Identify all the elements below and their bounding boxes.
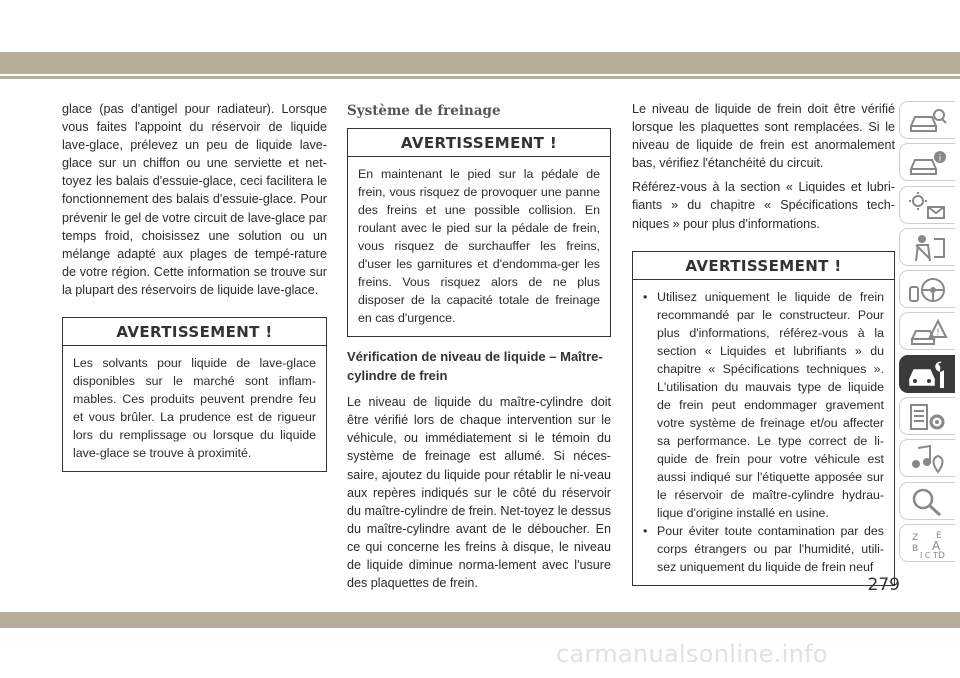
warning-text: [633, 280, 894, 585]
tab-starting-operating[interactable]: [899, 270, 955, 308]
steering-wheel-icon: [908, 275, 948, 305]
tab-dashboard[interactable]: [899, 186, 955, 224]
warning-bullet-list: [643, 288, 884, 576]
svg-text:E: E: [936, 530, 942, 541]
tab-multimedia[interactable]: [899, 439, 955, 477]
header-band: [0, 0, 960, 52]
svg-text:D: D: [938, 550, 945, 559]
warning-title: AVERTISSEMENT !: [348, 129, 610, 157]
svg-text:!: !: [936, 328, 940, 339]
svg-text:A: A: [932, 538, 941, 553]
warning-car-icon: [908, 317, 948, 347]
dashboard-lights-icon: [908, 191, 948, 221]
brake-fluid-paragraph-2: Référez-vous à la section « Liquides et lubri-fiants » du chapitre « Spécifications tech-niques » pour plus d'informations.: [632, 180, 895, 231]
section-title-brakes: Système de freinage: [347, 103, 501, 119]
car-info-icon: [908, 148, 948, 178]
specs-gear-icon: [908, 402, 948, 432]
music-location-icon: [908, 444, 948, 474]
svg-text:i: i: [938, 154, 942, 165]
warning-box-washer: [62, 317, 327, 472]
page-number: 279: [867, 575, 900, 595]
tab-technical-specs[interactable]: [899, 397, 955, 435]
tab-index[interactable]: [899, 524, 955, 562]
warning-box-brake-fluid: [632, 251, 895, 586]
tab-emergency[interactable]: [899, 312, 955, 350]
brake-fluid-paragraph-1: Le niveau de liquide de frein doit être vérifié lorsque les plaquettes sont remplacées. Si le niveau de liquide de frein est anormalement bas, vérifiez l'étanchéité du circuit.: [632, 102, 895, 171]
tab-servicing-maintenance[interactable]: [899, 355, 955, 393]
tab-getting-to-know[interactable]: [899, 101, 955, 139]
warning-title: AVERTISSEMENT !: [63, 318, 326, 346]
column-left: [62, 100, 327, 472]
warning-text: Les solvants pour liquide de lave-glace disponibles sur le marché sont inflam-mables. Ces produits peuvent prendre feu et vous brûler. La prudence est de rigueur lors du remplissage ou lorsque du liquide lave-glace se trouve à proximité.: [73, 356, 316, 461]
warning-bullet: • Utilisez uniquement le liquide de frein recommandé par le constructeur. Pour plus d'informations, référez-vous à la section « Liquides et lubrifiants » du chapitre « Spécifications techniques ». L'utilisation du mauvais type de liquide de frein peut endommager gravement votre système de freinage et/ou affecter sa performance. Le type correct de li-quide de frein pour votre véhicule est aussi indiqué sur l'étiquette apposée sur le réservoir de maître-cylindre hydrau-lique d'origine installé en usine.: [643, 288, 884, 522]
chapter-tabs: [899, 101, 955, 566]
tab-safety[interactable]: [899, 228, 955, 266]
warning-title: AVERTISSEMENT !: [633, 252, 894, 280]
tab-vehicle-info[interactable]: [899, 143, 955, 181]
footer-band: [0, 612, 960, 628]
car-search-icon: [908, 106, 948, 136]
search-icon: [908, 487, 948, 517]
warning-box-brake-pedal: [347, 128, 611, 337]
index-letters-icon: [908, 529, 948, 559]
header-rule: [0, 76, 960, 79]
seatbelt-airbag-icon: [908, 233, 948, 263]
warning-bullet: • Pour éviter toute contamination par des corps étrangers ou par l'humidité, utili-sez uniquement du liquide de frein neuf: [643, 522, 884, 576]
column-right: [632, 100, 895, 586]
car-wrench-icon: [908, 360, 948, 390]
watermark: carmanualsonline.info: [556, 640, 828, 668]
tab-customer-assistance[interactable]: [899, 482, 955, 520]
svg-text:I C T: I C T: [920, 550, 938, 559]
column-middle: [347, 100, 611, 598]
master-cylinder-paragraph: Le niveau de liquide du maître-cylindre doit être vérifié lors de chaque intervention sur le véhicule, ou immédiatement si le témoin du système de freinage est allumé. Si néces-saire, ajoutez du liquide pour rétablir le ni-veau aux repères indiqués sur le côté du réservoir du maître-cylindre de frein. Net-toyez le dessus du maître-cylindre avant de le déboucher. En ce qui concerne les freins à disque, le niveau de liquide diminue norma-lement avec l'usure des plaquettes de frein.: [347, 395, 611, 591]
subsection-title-master-cylinder: Vérification de niveau de liquide – Maître-cylindre de frein: [347, 349, 603, 384]
svg-text:B: B: [912, 543, 919, 554]
svg-text:Z: Z: [912, 532, 919, 543]
washer-fluid-paragraph: glace (pas d'antigel pour radiateur). Lorsque vous faites l'appoint du réservoir de liquide lave-glace, prélevez un peu de liquide lave-glace sur un chiffon ou une serviette et net-toyez les balais d'essuie-glace, ceci facilitera le fonctionnement des balais d'essuie-glace. Pour prévenir le gel de votre circuit de lave-glace par temps froid, choisissez une solution ou un mélange adapté aux plages de tempé-rature de votre région. Cette information se trouve sur la plupart des réservoirs de liquide lave-glace.: [62, 102, 327, 297]
header-bar: [0, 52, 960, 74]
warning-text: En maintenant le pied sur la pédale de frein, vous risquez de provoquer une panne des freins et une possible collision. En roulant avec le pied sur la pédale de frein, vous risquez de surchauffer les freins, d'user les garnitures et d'endomma-ger les freins. Vous risquez alors de ne plus disposer de la capacité totale de freinage en cas d'urgence.: [358, 167, 600, 326]
